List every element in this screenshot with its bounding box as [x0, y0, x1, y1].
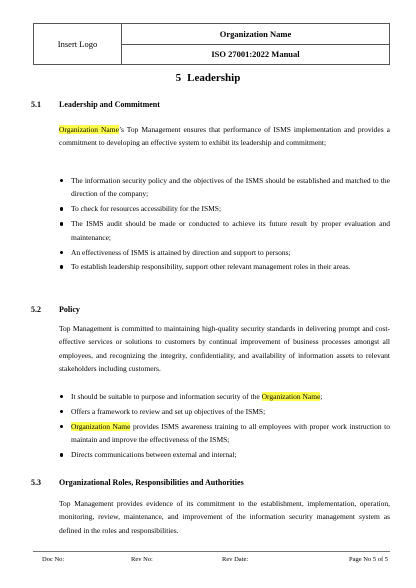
footer-divider: [33, 551, 390, 552]
list-item: An effectiveness of ISMS is attained by direction and support to persons;: [59, 246, 390, 259]
page-number: Page No 5 of 5: [349, 556, 388, 563]
chapter-title: Leadership: [187, 72, 241, 84]
section-title: Policy: [59, 305, 80, 314]
list-item: [59, 390, 390, 403]
section-5-2-paragraph: Top Management is committed to maintaining high-quality security standards in delivering prompt and cost-effective services or solutions to customers by continual improvement of business processes amongst all employees, and recognizing the integrity, confidentiality, and availability of information assets to relevant stakeholders including customers.: [59, 324, 390, 374]
revision-date: Rev Date:: [222, 556, 249, 563]
list-item: Directs communications between external and internal;: [59, 448, 390, 461]
item-text: It should be suitable to purpose and information security of the: [71, 392, 262, 401]
revision-number: Rev No:: [131, 556, 153, 563]
manual-title: ISO 27001:2022 Manual: [122, 44, 389, 65]
list-item: [59, 420, 390, 447]
item-text: provides ISMS awareness training to all employees with proper work instruction to maintain and improve the effectiveness of the ISMS;: [71, 421, 390, 445]
header-titles: [122, 24, 389, 64]
section-5-3-paragraph: Top Management provides evidence of its commitment to the establishment, implementation, operation, monitoring, review, maintenance, and improvement of the information security management system as defined in the roles and responsibilities.: [59, 499, 390, 535]
org-name-highlight: Organization Name: [71, 421, 131, 431]
list-item: To establish leadership responsibility, support other relevant management roles in their areas.: [59, 260, 390, 273]
org-name-highlight: Organization Name: [261, 392, 321, 401]
list-item: To check for resources accessibility for the ISMS;: [59, 202, 390, 215]
section-number: 5.1: [31, 100, 41, 109]
list-item: The ISMS audit should be made or conducted to achieve its future result by proper evaluation and maintenance;: [59, 217, 390, 244]
list-item: Offers a framework to review and set up objectives of the ISMS;: [59, 405, 390, 418]
section-title: Leadership and Commitment: [59, 100, 160, 109]
section-5-2-heading: [31, 305, 80, 314]
chapter-heading: [0, 72, 416, 84]
intro-text: ’s Top Management ensures that performance of ISMS implementation and provides a commitment to developing an effective system to exhibit its leadership and commitment;: [59, 125, 390, 148]
section-5-1-intro: [59, 123, 390, 150]
section-5-1-bullets: [59, 174, 390, 275]
item-text: ;: [320, 392, 323, 401]
org-name-highlight: Organization Name: [59, 125, 119, 134]
section-title: Organizational Roles, Responsibilities and Authorities: [59, 478, 244, 487]
section-number: 5.2: [31, 305, 41, 314]
section-number: 5.3: [31, 478, 41, 487]
organization-name: Organization Name: [219, 28, 292, 39]
chapter-number: 5: [175, 72, 182, 84]
section-5-1-heading: [31, 100, 160, 109]
logo-placeholder: Insert Logo: [34, 24, 122, 64]
doc-number: Doc No:: [42, 556, 65, 563]
header-table: [33, 23, 390, 65]
list-item: The information security policy and the objectives of the ISMS should be established and matched to the direction of the company;: [59, 174, 390, 201]
section-5-3-heading: [31, 478, 244, 487]
section-5-2-bullets: [59, 390, 390, 463]
